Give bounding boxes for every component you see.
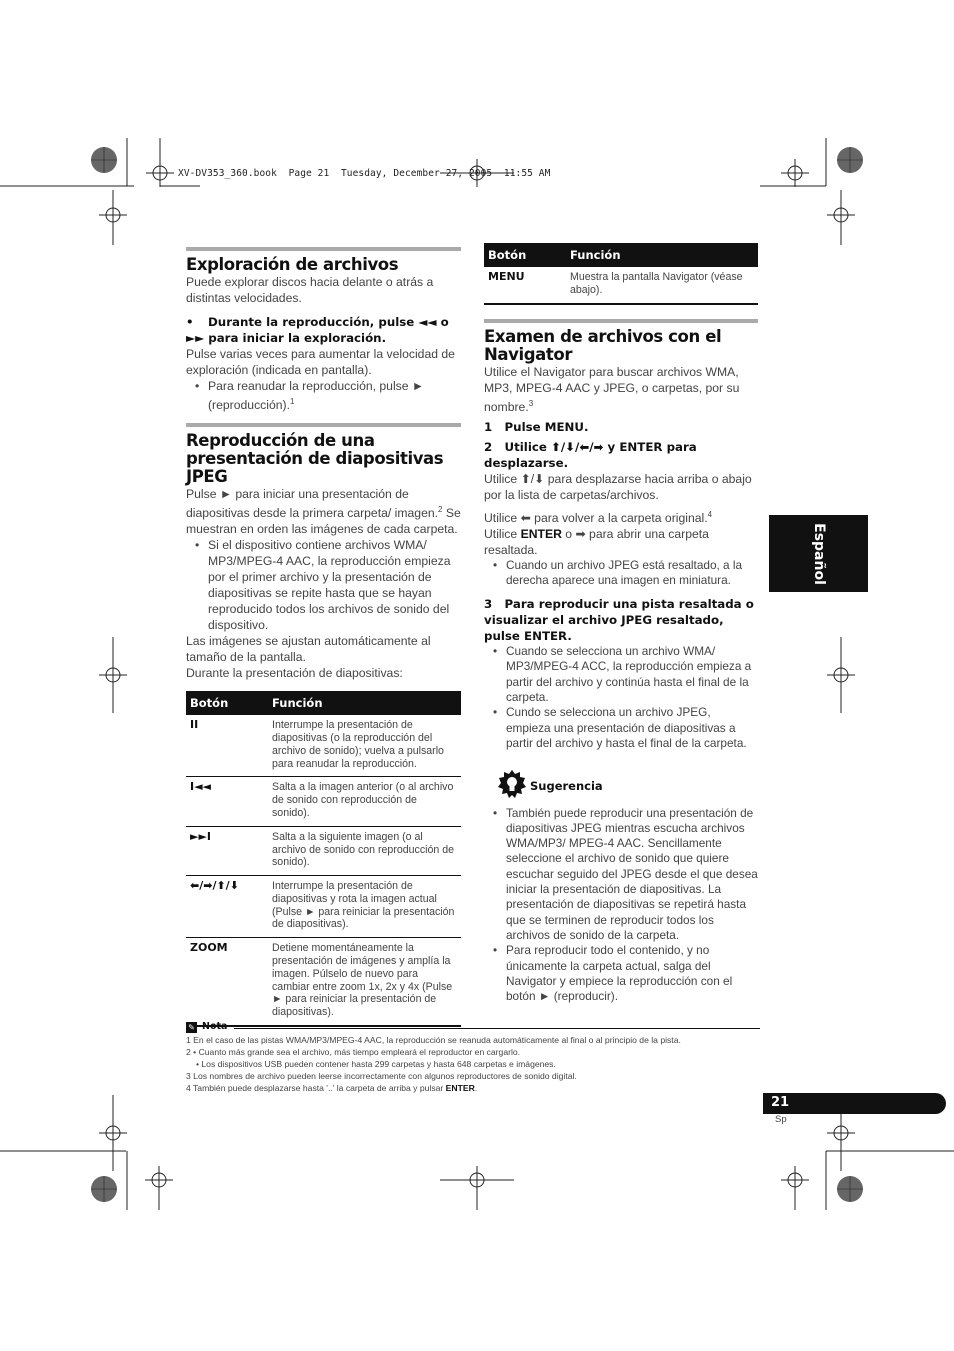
table-row [186, 826, 461, 875]
bullet-item: • Cuando se selecciona un archivo WMA/ MP3/MPEG-4 ACC, la reproducción empieza a partir del archivo y continúa hasta el final de la carpeta. [493, 643, 752, 704]
language-tab [769, 515, 868, 592]
notes-header [186, 1020, 760, 1034]
tip-label: Sugerencia [530, 778, 603, 793]
note-text: . [474, 1083, 478, 1093]
section-title-exploracion: Exploración de archivos [186, 255, 399, 274]
step-1: 1 Pulse MENU. [484, 419, 589, 434]
table-header-row [186, 691, 461, 715]
button-function: Interrumpe la presentación de diapositivas y rota la imagen actual (Pulse ► para reiniciar la presentación de diapositivas). [268, 876, 461, 938]
notes-section [186, 1020, 760, 1094]
paragraph-text: Pulse ► para iniciar una presentación de diapositivas desde la primera carpeta/ imagen. [186, 487, 439, 521]
paragraph-text: Utilice [484, 526, 521, 541]
section-rule [484, 319, 758, 323]
table-row [186, 777, 461, 826]
footnote-ref: 3 [528, 398, 534, 408]
enter-key-label: ENTER [445, 1083, 475, 1093]
bullet-item: • Cundo se selecciona un archivo JPEG, empieza una presentación de diapositivas a partir del archivo y hasta el final de la carpeta. [493, 705, 747, 751]
menu-button-table [484, 243, 758, 305]
button-function: Muestra la pantalla Navigator (véase abajo). [566, 267, 758, 304]
paragraph: Pulse varias veces para aumentar la velocidad de exploración (indicada en pantalla). [186, 347, 455, 377]
table-header-row [484, 243, 758, 267]
language-tab-label: Español [810, 522, 827, 585]
enter-key-label: ENTER [520, 526, 562, 541]
right-column [484, 243, 758, 1004]
paragraph-text: Utilice ⬅ para volver a la carpeta original. [484, 510, 708, 525]
tip-bullet: • Para reproducir todo el contenido, y no únicamente la carpeta actual, salga del Navigator y empiece la reproducción con el botón ► (reproducir). [493, 943, 733, 1004]
section-title-navigator: Examen de archivos con el Navigator [484, 326, 722, 364]
paragraph [484, 526, 758, 558]
button-function: Interrumpe la presentación de diapositivas (o la reproducción del archivo de sonido); vuelva a pulsarlo para reanudar la reproducción. [268, 715, 461, 777]
paragraph [484, 364, 758, 415]
slideshow-button-table [186, 691, 461, 1027]
note-1: 1 En el caso de las pistas WMA/MP3/MPEG-4 AAC, la reproducción se reanuda automáticamente al final o al principio de la pista. [186, 1035, 681, 1045]
bullet-item: • Cuando un archivo JPEG está resaltado, a la derecha aparece una imagen en miniatura. [493, 557, 743, 587]
table-row [186, 876, 461, 938]
left-column [186, 247, 461, 1027]
column-header: Función [268, 691, 461, 715]
button-key-pause: II [186, 715, 268, 777]
note-icon: ✎ [186, 1022, 197, 1033]
note-2a: 2 • Cuanto más grande sea el archivo, más tiempo empleará el reproductor en cargarlo. [186, 1047, 521, 1057]
paragraph: Las imágenes se ajustan automáticamente al tamaño de la pantalla. [186, 634, 431, 665]
button-key-next: ►►I [186, 826, 268, 875]
section-rule [186, 247, 461, 251]
paragraph-text: Se muestran en orden las imágenes de cada carpeta. [186, 506, 461, 537]
section-title-diapositivas: Reproducción de una presentación de diapositivas JPEG [186, 431, 444, 487]
paragraph: Utilice ⬆/⬇ para desplazarse hacia arriba o abajo por la lista de carpetas/archivos. [484, 471, 752, 502]
tip-bullet: • También puede reproducir una presentación de diapositivas JPEG mientras escucha archivos WMA/MP3/ MPEG-4 AAC. Sencillamente seleccione el archivo de sonido que quiere escuchar seguido del JPEG desde el que desea iniciar la presentación de diapositivas. La presentación de diapositivas se repetirá hasta que se terminen de reproducir todos los archivos de sonido de la carpeta. [493, 805, 758, 942]
button-function: Salta a la imagen anterior (o al archivo de sonido con reproducción de sonido). [268, 777, 461, 826]
table-row [186, 938, 461, 1026]
paragraph [484, 507, 758, 526]
step-text: Durante la reproducción, pulse ◄◄ o ►► para iniciar la exploración. [186, 315, 449, 345]
table-row [484, 267, 758, 304]
bullet-text: Para reproducir todo el contenido, y no únicamente la carpeta actual, salga del Navigator y empiece la reproducción con el botón ► (reproducir). [506, 943, 733, 1004]
step-instruction: • Durante la reproducción, pulse ◄◄ o ►► para iniciar la exploración. [186, 315, 449, 345]
bullet-text: Para reanudar la reproducción, pulse ► (reproducción). [208, 379, 424, 413]
footnote-ref: 1 [289, 397, 295, 406]
section-rule [186, 423, 461, 427]
button-key-menu: MENU [484, 267, 566, 304]
paragraph-text: Utilice el Navigator para buscar archivos WMA, MP3, MPEG-4 AAC y JPEG, o carpetas, por su nombre. [484, 364, 740, 414]
button-key-arrows: ⬅/➡/⬆/⬇ [186, 876, 268, 938]
notes-rule [234, 1028, 760, 1029]
note-2b: • Los dispositivos USB pueden contener hasta 299 carpetas y hasta 648 carpetas e imágenes. [196, 1059, 556, 1069]
column-header: Función [566, 243, 758, 267]
page-number-badge [763, 1093, 946, 1114]
paragraph [186, 486, 461, 537]
bullet-text: Cuando un archivo JPEG está resaltado, a la derecha aparece una imagen en miniatura. [506, 557, 743, 587]
button-function: Salta a la siguiente imagen (o al archivo de sonido con reproducción de sonido). [268, 826, 461, 875]
print-header: XV-DV353_360.book Page 21 Tuesday, December 27, 2005 11:55 AM [178, 168, 551, 179]
footnote-ref: 2 [438, 505, 443, 515]
bullet-text: Cundo se selecciona un archivo JPEG, empieza una presentación de diapositivas a partir del archivo y hasta el final de la carpeta. [506, 705, 747, 751]
step-3: 3 Para reproducir una pista resaltada o visualizar el archivo JPEG resaltado, pulse ENTER. [484, 596, 758, 643]
button-key-zoom: ZOOM [186, 938, 268, 1026]
button-key-previous: I◄◄ [186, 777, 268, 826]
paragraph: Durante la presentación de diapositivas: [186, 666, 403, 681]
notes-label: Nota [202, 1021, 228, 1032]
note-3: 3 Los nombres de archivo pueden leerse incorrectamente con algunos reproductores de sonido digital. [186, 1071, 577, 1081]
paragraph-text: o ➡ para abrir una carpeta resaltada. [484, 526, 709, 557]
column-header: Botón [186, 691, 268, 715]
tip-header [484, 770, 758, 798]
paragraph: Puede explorar discos hacia delante o atrás a distintas velocidades. [186, 275, 434, 305]
bullet-text: También puede reproducir una presentación de diapositivas JPEG mientras escucha archivos WMA/MP3/ MPEG-4 AAC. Sencillamente seleccione el archivo de sonido que quiere escuchar seguido del JPEG desde el que desea iniciar la presentación de diapositivas. La presentación de diapositivas se repetirá hasta que se terminen de reproducir todos los archivos de sonido de la carpeta. [506, 805, 758, 942]
bullet-item: • Para reanudar la reproducción, pulse ► (reproducción).$^1$ [195, 379, 424, 413]
lightbulb-icon [498, 770, 526, 798]
footnote-ref: 4 [707, 509, 713, 519]
page-number: 21 [771, 1095, 790, 1110]
step-2: 2 Utilice ⬆/⬇/⬅/➡ y ENTER para desplazarse. [484, 439, 701, 470]
bullet-item: • Si el dispositivo contiene archivos WMA/ MP3/MPEG-4 AAC, la reproducción empieza por el primer archivo y la presentación de diapositivas se repite hasta que se hayan reproducido todos los archivos de sonido del dispositivo. [195, 538, 451, 633]
bullet-text: Cuando se selecciona un archivo WMA/ MP3/MPEG-4 ACC, la reproducción empieza a partir del archivo y continúa hasta el final de la carpeta. [506, 643, 752, 704]
note-text: 4 También puede desplazarse hasta '..' la carpeta de arriba y pulsar [186, 1083, 446, 1093]
note-4 [186, 1082, 760, 1094]
bullet-text: Si el dispositivo contiene archivos WMA/ MP3/MPEG-4 AAC, la reproducción empieza por el primer archivo y la presentación de diapositivas se repite hasta que se hayan reproducido todos los archivos de sonido del dispositivo. [208, 538, 451, 633]
table-row [186, 715, 461, 777]
page-language-code: Sp [775, 1114, 787, 1125]
column-header: Botón [484, 243, 566, 267]
button-function: Detiene momentáneamente la presentación de imágenes y amplía la imagen. Púlselo de nuevo para cambiar entre zoom 1x, 2x y 4x (Pulse ► para reiniciar la presentación de diapositivas). [268, 938, 461, 1026]
